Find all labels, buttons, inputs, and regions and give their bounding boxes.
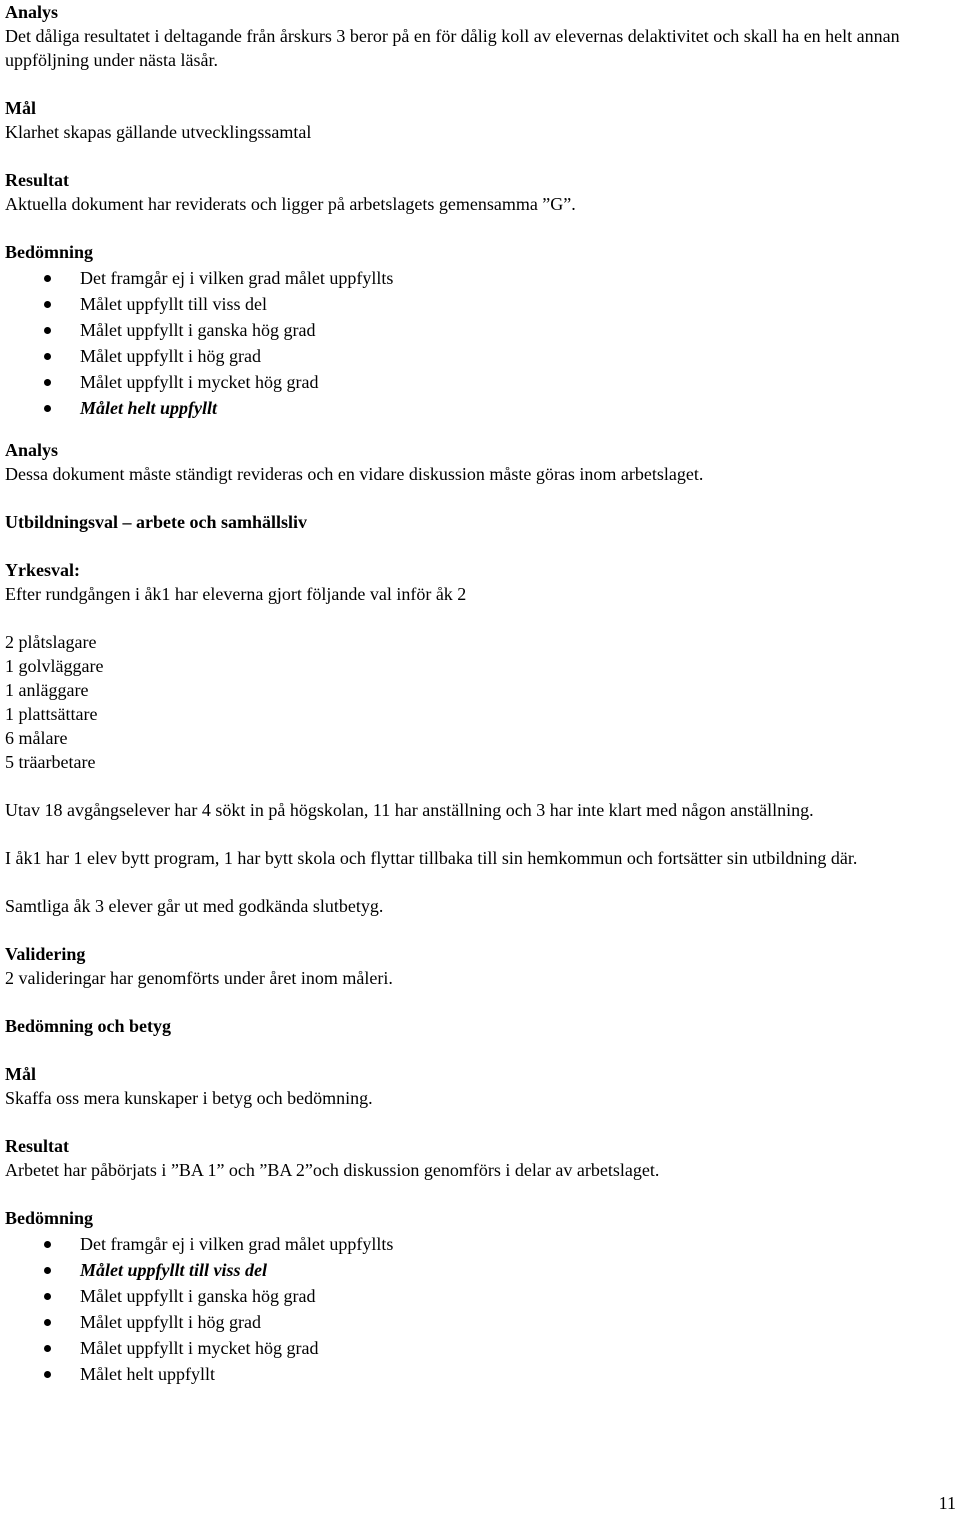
choice-item: 1 anläggare bbox=[5, 680, 89, 700]
bullet-icon bbox=[44, 275, 51, 282]
bullet-icon bbox=[44, 353, 51, 360]
analys-text: Det dåliga resultatet i deltagande från årskurs 3 beror på en för dålig koll av elevernas delaktivitet och skall ha en helt annan uppföljning under nästa läsår. bbox=[5, 26, 900, 70]
choices-list bbox=[5, 630, 955, 774]
list-item: Målet uppfyllt i hög grad bbox=[5, 343, 955, 369]
list-item-selected: Målet uppfyllt till viss del bbox=[5, 1257, 955, 1283]
bullet-icon bbox=[44, 1241, 51, 1248]
bedomning-heading: Bedömning bbox=[5, 1208, 94, 1228]
resultat-text: Arbetet har påbörjats i ”BA 1” och ”BA 2”och diskussion genomförs i delar av arbetslaget. bbox=[5, 1160, 660, 1180]
bedomning-list bbox=[5, 265, 955, 421]
list-item: Målet uppfyllt i ganska hög grad bbox=[5, 317, 955, 343]
bullet-icon bbox=[44, 1371, 51, 1378]
utbildningsval-heading: Utbildningsval – arbete och samhällsliv bbox=[5, 512, 308, 532]
bullet-icon bbox=[44, 1345, 51, 1352]
list-item: Det framgår ej i vilken grad målet uppfyllts bbox=[5, 265, 955, 291]
list-item: Målet helt uppfyllt bbox=[5, 1361, 955, 1387]
bullet-icon bbox=[44, 405, 51, 412]
analys2-heading: Analys bbox=[5, 440, 59, 460]
bedomning-heading: Bedömning bbox=[5, 242, 94, 262]
list-item: Målet uppfyllt i ganska hög grad bbox=[5, 1283, 955, 1309]
bedomning-betyg-heading: Bedömning och betyg bbox=[5, 1016, 172, 1036]
validering-text: 2 valideringar har genomförts under året inom måleri. bbox=[5, 968, 393, 988]
avgang-text: Utav 18 avgångselever har 4 sökt in på högskolan, 11 har anställning och 3 har inte klart med någon anställning. bbox=[5, 800, 814, 820]
bullet-icon bbox=[44, 327, 51, 334]
list-item: Målet uppfyllt i mycket hög grad bbox=[5, 1335, 955, 1361]
slutbetyg-text: Samtliga åk 3 elever går ut med godkända slutbetyg. bbox=[5, 896, 384, 916]
resultat-heading: Resultat bbox=[5, 170, 69, 190]
bullet-icon bbox=[44, 1293, 51, 1300]
choice-item: 1 plattsättare bbox=[5, 704, 98, 724]
page-number: 11 bbox=[938, 1493, 956, 1513]
resultat-text: Aktuella dokument har reviderats och ligger på arbetslagets gemensamma ”G”. bbox=[5, 194, 576, 214]
document-page bbox=[5, 0, 955, 1387]
analys2-text: Dessa dokument måste ständigt revideras och en vidare diskussion måste göras inom arbetslaget. bbox=[5, 464, 704, 484]
bullet-icon bbox=[44, 1319, 51, 1326]
choice-item: 1 golvläggare bbox=[5, 656, 104, 676]
list-item: Det framgår ej i vilken grad målet uppfyllts bbox=[5, 1231, 955, 1257]
choice-item: 6 målare bbox=[5, 728, 68, 748]
analys-heading: Analys bbox=[5, 2, 59, 22]
bedomning-list bbox=[5, 1231, 955, 1387]
choice-item: 2 plåtslagare bbox=[5, 632, 97, 652]
list-item: Målet uppfyllt till viss del bbox=[5, 291, 955, 317]
bullet-icon bbox=[44, 301, 51, 308]
mal-heading: Mål bbox=[5, 98, 36, 118]
resultat-heading: Resultat bbox=[5, 1136, 69, 1156]
mal-text: Klarhet skapas gällande utvecklingssamtal bbox=[5, 122, 312, 142]
choice-item: 5 träarbetare bbox=[5, 752, 96, 772]
yrkesval-heading: Yrkesval: bbox=[5, 560, 80, 580]
byte-text: I åk1 har 1 elev bytt program, 1 har bytt skola och flyttar tillbaka till sin hemkommun och fortsätter sin utbildning där. bbox=[5, 848, 858, 868]
list-item: Målet uppfyllt i hög grad bbox=[5, 1309, 955, 1335]
validering-heading: Validering bbox=[5, 944, 86, 964]
list-item: Målet uppfyllt i mycket hög grad bbox=[5, 369, 955, 395]
bullet-icon bbox=[44, 379, 51, 386]
bullet-icon bbox=[44, 1267, 51, 1274]
list-item-selected: Målet helt uppfyllt bbox=[5, 395, 955, 421]
yrkesval-text: Efter rundgången i åk1 har eleverna gjort följande val inför åk 2 bbox=[5, 584, 467, 604]
mal-text: Skaffa oss mera kunskaper i betyg och bedömning. bbox=[5, 1088, 373, 1108]
mal-heading: Mål bbox=[5, 1064, 36, 1084]
